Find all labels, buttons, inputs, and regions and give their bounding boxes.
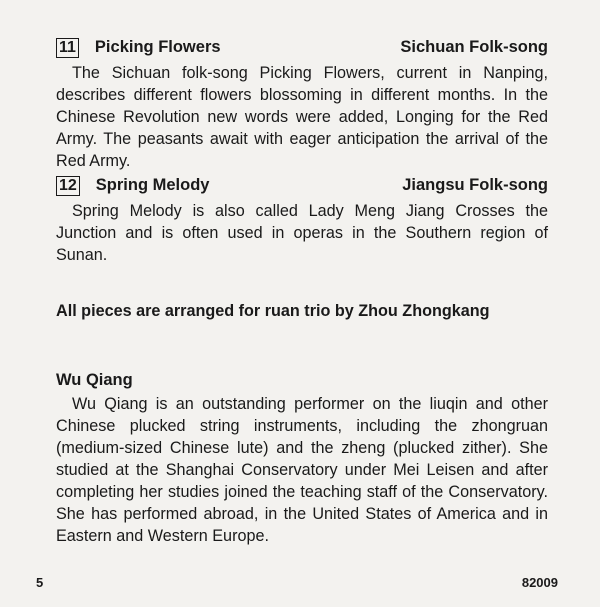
track-entry-11 <box>56 38 548 172</box>
arrangement-credit: All pieces are arranged for ruan trio by Zhou Zhongkang <box>56 302 490 320</box>
biography-heading: Wu Qiang <box>56 371 133 389</box>
track-heading <box>56 176 209 196</box>
biography-text: Wu Qiang is an outstanding performer on the liuqin and other Chinese plucked string instruments, including the zhongruan (medium-sized Chinese lute) and the zheng (plucked zither). She studied at the Shanghai Conservatory under Mei Leisen and after completing her studies joined the teaching staff of the Conservatory. She has performed abroad, in the United States of America and in Eastern and Western Europe. <box>56 395 548 545</box>
page-number: 5 <box>36 575 44 590</box>
track-title: Spring Melody <box>95 176 210 194</box>
catalog-number: 82009 <box>521 575 558 590</box>
track-description: Spring Melody is also called Lady Meng Jiang Crosses the Junction and is often used in operas in the Southern region of Sunan. <box>56 202 548 264</box>
track-origin: Jiangsu Folk-song <box>402 176 548 194</box>
biography-section <box>56 393 548 547</box>
track-number: 11 <box>56 38 79 58</box>
track-description: The Sichuan folk-song Picking Flowers, current in Nanping, describes different flowers blossoming in different months. In the Chinese Revolution new words were added, Longing for the Red Army. The peasants await with eager anticipation the arrival of the Red Army. <box>56 64 548 170</box>
track-heading <box>56 38 221 58</box>
track-entry-12 <box>56 176 548 266</box>
track-header <box>56 38 548 62</box>
track-origin: Sichuan Folk-song <box>400 38 548 56</box>
track-number: 12 <box>56 176 80 196</box>
track-title: Picking Flowers <box>94 38 221 56</box>
track-header <box>56 176 548 200</box>
